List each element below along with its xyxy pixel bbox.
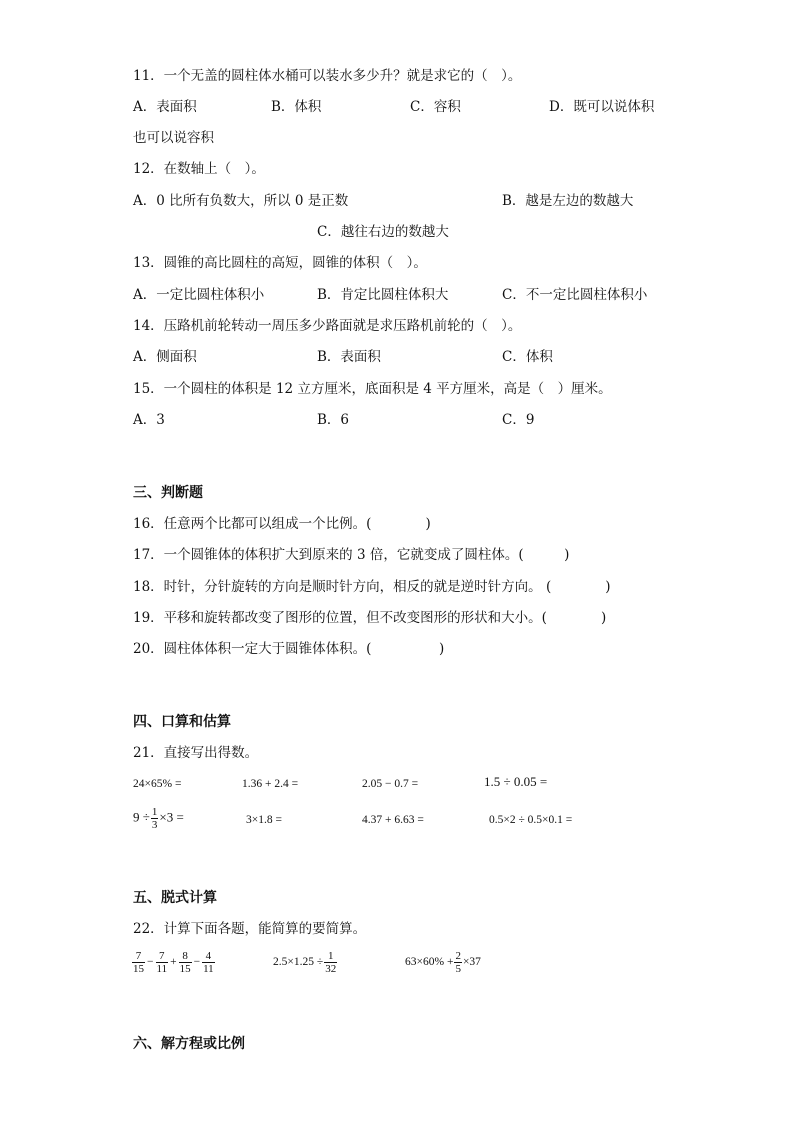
section-3-title: 三、判断题 (133, 485, 203, 501)
numerator: 1 (324, 950, 337, 963)
q13-option-b: B．肯定比圆柱体积大 (317, 287, 449, 303)
q22-expr-3 (405, 950, 481, 975)
q16: 16．任意两个比都可以组成一个比例。( ) (133, 516, 431, 532)
q22-expr-1 (131, 950, 216, 975)
q21-expr-1: 24×65% = (133, 778, 182, 790)
q15-option-b: B．6 (317, 412, 350, 428)
q18: 18．时针，分针旋转的方向是顺时针方向，相反的就是逆时针方向。 ( ) (133, 579, 611, 595)
q22-expr-1-fraction-4 (202, 950, 215, 975)
q12-option-b: B．越是左边的数越大 (502, 193, 634, 209)
q22-expr-2-pre: 2.5×1.25 ÷ (273, 956, 324, 969)
q11-option-d: D．既可以说体积 (549, 99, 655, 115)
q22-expr-2 (273, 950, 338, 975)
q22-expr-3-post: ×37 (462, 956, 481, 969)
q11-option-a: A．表面积 (133, 99, 197, 115)
section-5-title: 五、脱式计算 (133, 890, 217, 906)
denominator: 32 (325, 963, 337, 975)
q15-stem: 15．一个圆柱的体积是 12 立方厘米，底面积是 4 平方厘米，高是（ ）厘米。 (133, 381, 612, 397)
numerator: 8 (179, 950, 192, 963)
q22-expr-2-fraction (324, 950, 337, 975)
q22-expr-3-fraction (454, 950, 462, 975)
q22-expr-1-fraction-2 (156, 950, 169, 975)
q12-option-a: A．0 比所有负数大，所以 0 是正数 (133, 193, 349, 209)
q21-expr-5 (133, 806, 184, 831)
q11-option-c: C．容积 (410, 99, 461, 115)
operator: − (193, 956, 201, 969)
q21-expr-8: 0.5×2 ÷ 0.5×0.1 = (489, 814, 573, 826)
q11-option-b: B．体积 (271, 99, 322, 115)
denominator: 15 (133, 963, 144, 975)
q14-option-b: B．表面积 (317, 349, 381, 365)
section-6-title: 六、解方程或比例 (133, 1036, 245, 1052)
numerator: 2 (455, 950, 461, 962)
q11-option-d-continued: 也可以说容积 (133, 130, 214, 146)
q21-expr-5-fraction (151, 806, 159, 831)
q21-expr-4: 1.5 ÷ 0.05 = (484, 774, 548, 789)
operator: + (170, 956, 177, 969)
q14-option-c: C．体积 (502, 349, 553, 365)
numerator: 7 (156, 950, 169, 963)
q19: 19．平移和旋转都改变了图形的位置，但不改变图形的形状和大小。( ) (133, 610, 607, 626)
section-4-title: 四、口算和估算 (133, 714, 231, 730)
numerator: 7 (132, 950, 145, 963)
q21-expr-5-denominator: 3 (151, 819, 158, 831)
numerator: 4 (202, 950, 215, 963)
q20: 20．圆柱体体积一定大于圆锥体体积。( ) (133, 641, 445, 657)
denominator: 5 (455, 963, 461, 975)
q15-option-a: A．3 (133, 412, 165, 428)
q21-expr-5-post: ×3 = (159, 809, 184, 825)
q13-stem: 13．圆锥的高比圆柱的高短，圆锥的体积（ ）。 (133, 255, 427, 271)
q21-expr-2: 1.36 + 2.4 = (242, 778, 299, 790)
denominator: 11 (156, 963, 168, 975)
q12-stem: 12．在数轴上（ ）。 (133, 161, 265, 177)
q22-expr-1-fraction-1 (132, 950, 145, 975)
q21-expr-3: 2.05 − 0.7 = (362, 778, 419, 790)
q22-expr-3-pre: 63×60% + (405, 956, 454, 969)
denominator: 15 (179, 963, 191, 975)
q21-expr-5-pre: 9 ÷ (133, 809, 150, 825)
q14-stem: 14．压路机前轮转动一周压多少路面就是求压路机前轮的（ ）。 (133, 318, 522, 334)
operator: − (147, 956, 154, 969)
q21-expr-5-numerator: 1 (151, 806, 158, 818)
q17: 17．一个圆锥体的体积扩大到原来的 3 倍，它就变成了圆柱体。( ) (133, 547, 570, 563)
q13-option-c: C．不一定比圆柱体积小 (502, 287, 648, 303)
q11-stem: 11．一个无盖的圆柱体水桶可以装水多少升？就是求它的（ ）。 (133, 68, 522, 84)
q21-stem: 21．直接写出得数。 (133, 745, 259, 761)
q22-stem: 22．计算下面各题，能简算的要简算。 (133, 921, 367, 937)
q22-expr-1-fraction-3 (179, 950, 192, 975)
q14-option-a: A．侧面积 (133, 349, 197, 365)
q12-option-c: C．越往右边的数越大 (317, 224, 449, 240)
q15-option-c: C．9 (502, 412, 535, 428)
q21-expr-7: 4.37 + 6.63 = (362, 814, 424, 826)
denominator: 11 (203, 963, 214, 975)
q13-option-a: A．一定比圆柱体积小 (133, 287, 265, 303)
q21-expr-6: 3×1.8 = (246, 814, 282, 826)
